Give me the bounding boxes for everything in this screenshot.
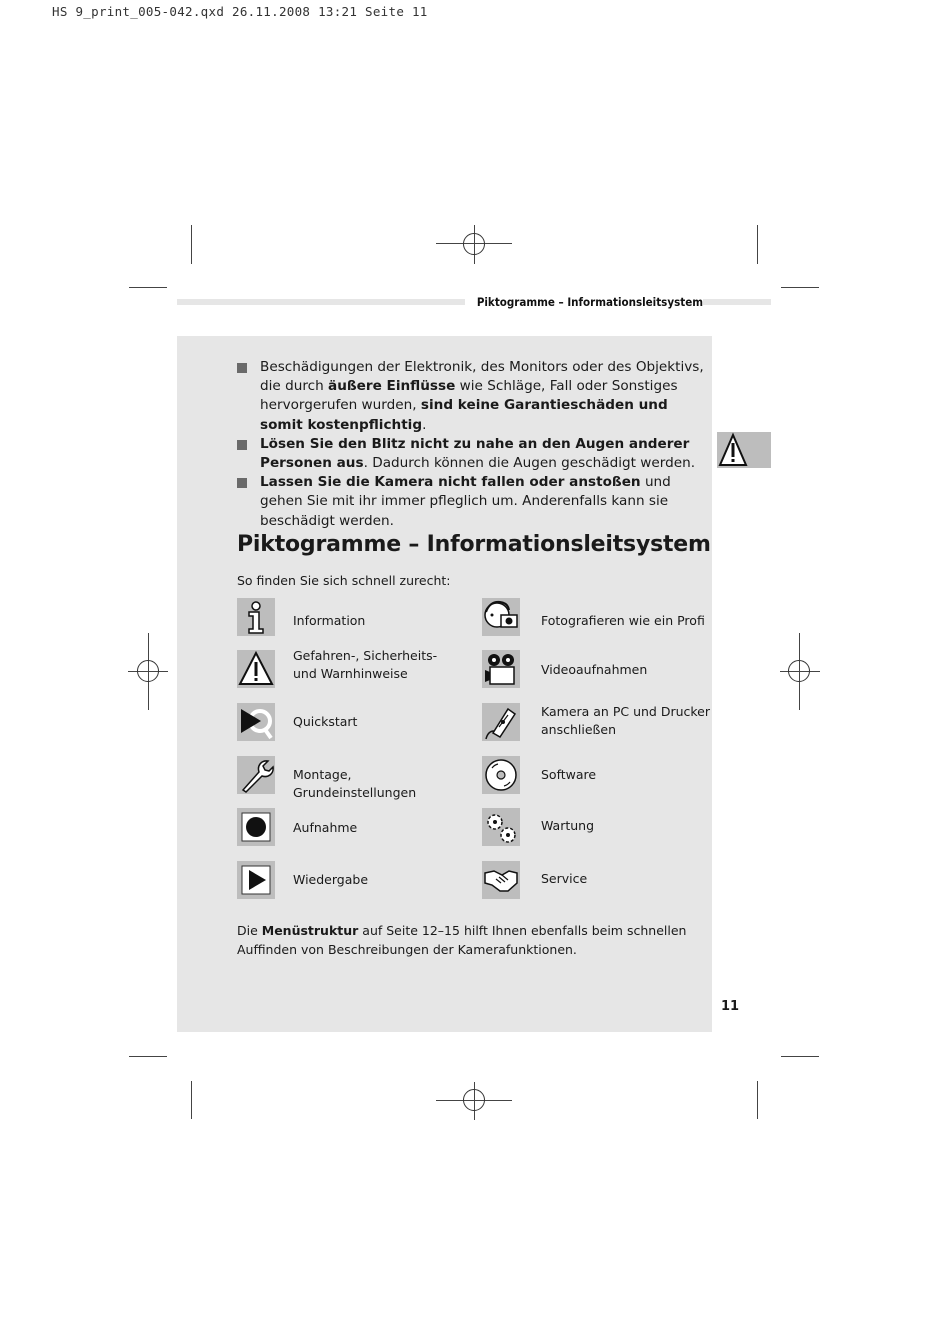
wrench-icon: [237, 756, 275, 794]
warning-icon: [237, 650, 275, 688]
warning-text: Beschädigungen der Elektronik, des Monitors oder des Objektivs, die durch äußere Einflüsse wie Schläge, Fall oder Sonstiges hervorgerufen wurden, sind keine Garantieschäden und somit kostenpflichtig.: [260, 359, 704, 433]
pictogram-label: Information: [293, 613, 366, 628]
pictogram-label: Service: [541, 871, 588, 886]
pictogram-label: Gefahren-, Sicherheits- und Warnhinweise: [293, 648, 438, 681]
bullet-square-icon: [237, 478, 247, 488]
film-camera-icon: [482, 650, 520, 688]
handshake-icon: [482, 861, 520, 899]
pictogram-label: Videoaufnahmen: [541, 662, 648, 677]
running-header: Piktogramme – Informationsleitsystem: [465, 295, 703, 309]
bullet-square-icon: [237, 363, 247, 373]
menu-structure-note: Die Menüstruktur auf Seite 12–15 hilft Ihnen ebenfalls beim schnellen Auffinden von Beschreibungen der Kamerafunktionen.: [237, 923, 687, 957]
bullet-square-icon: [237, 440, 247, 450]
quickstart-icon: [237, 703, 275, 741]
warning-text: Lösen Sie den Blitz nicht zu nahe an den Augen anderer Personen aus. Dadurch können die Augen geschädigt werden.: [260, 435, 696, 472]
print-slug: HS 9_print_005-042.qxd 26.11.2008 13:21 Seite 11: [52, 4, 428, 19]
record-icon: [237, 808, 275, 846]
menu-structure-link-text: Menüstruktur: [261, 923, 359, 938]
warning-text: Lassen Sie die Kamera nicht fallen oder anstoßen und gehen Sie mit ihr immer pfleglich um. Anderenfalls kann sie beschädigt werden.: [260, 474, 671, 529]
pictogram-label: Fotografieren wie ein Profi: [541, 613, 705, 628]
photographer-icon: [482, 598, 520, 636]
pictogram-label: Montage, Grundeinstellungen: [293, 767, 417, 800]
pictogram-label: Wartung: [541, 818, 595, 833]
warning-item: [237, 358, 707, 435]
pictogram-label: Aufnahme: [293, 820, 358, 835]
page-number: 11: [721, 999, 740, 1014]
pictogram-label: Wiedergabe: [293, 872, 369, 887]
section-intro: So finden Sie sich schnell zurecht:: [237, 573, 451, 588]
cd-icon: [482, 756, 520, 794]
margin-warning-marker: [717, 432, 771, 468]
play-icon: [237, 861, 275, 899]
section-title: Piktogramme – Informationsleitsystem: [237, 532, 711, 557]
pictogram-label: Kamera an PC und Drucker anschließen: [541, 704, 711, 737]
warning-icon: [717, 432, 771, 468]
warning-item: [237, 473, 707, 531]
info-icon: [237, 598, 275, 636]
warning-list: [237, 358, 707, 531]
pictogram-label: Quickstart: [293, 714, 358, 729]
pictogram-label: Software: [541, 767, 597, 782]
warning-item: [237, 435, 707, 473]
gears-icon: [482, 808, 520, 846]
usb-cable-icon: [482, 703, 520, 741]
